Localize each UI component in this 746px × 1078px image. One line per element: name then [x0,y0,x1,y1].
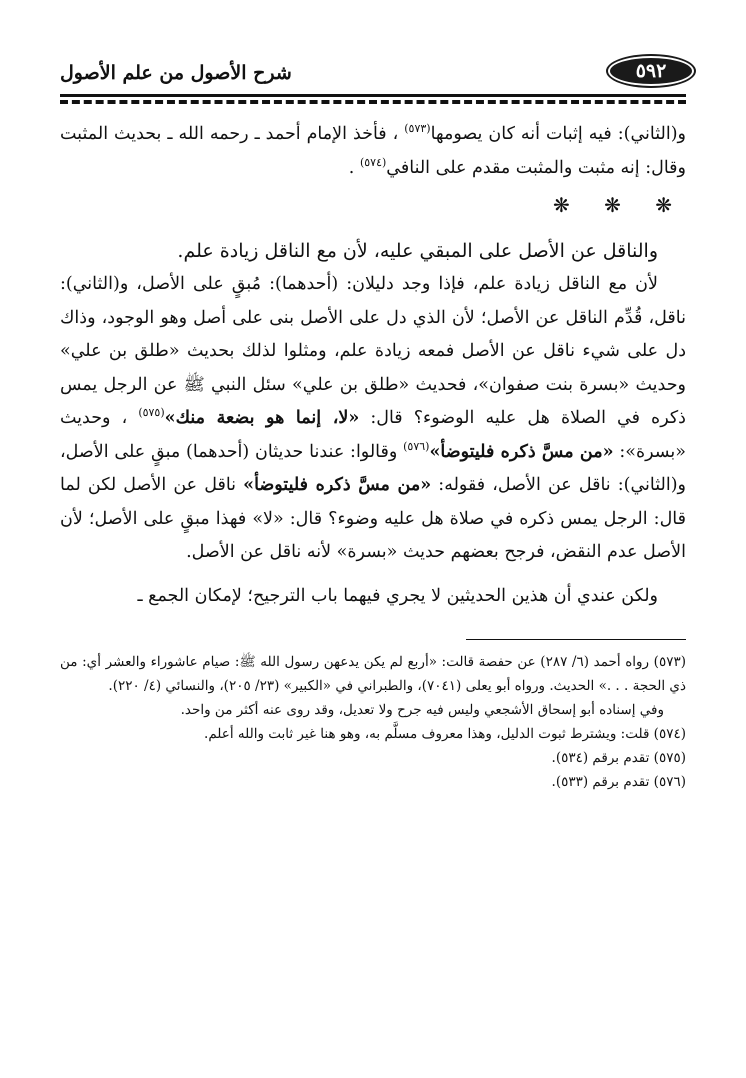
paragraph-2 [60,268,686,570]
footnote-separator [466,639,686,640]
footnote-ref-576[interactable]: (٥٧٦) [403,439,430,453]
header-rule-solid [60,94,686,97]
header-rule-dashed [60,100,686,104]
footnote-ref-573[interactable]: (٥٧٣) [404,122,431,136]
p2-text-b: ، وحديث «بسرة»: [60,408,686,462]
section-divider-stars: ❋ ❋ ❋ [553,193,686,217]
footnote-575: (٥٧٥) تقدم برقم (٥٣٤). [551,750,686,766]
book-page [60,54,686,794]
book-title: شرح الأصول من علم الأصول [60,62,292,84]
hadith-quote-1: «لا، إنما هو بضعة منك» [164,408,360,428]
page-number-badge: ٥٩٢ [608,56,694,86]
p2-text-a: لأن مع الناقل زيادة علم، فإذا وجد دليلان: (أحدهما): مُبقٍ على الأصل، و(الثاني): ناقل، قُدِّم الناقل عن الأصل؛ لأن الذي دل على الأصل بنى على أصل وهو الوجود، وذاك دل على شيء ناقل عن الأصل فمعه زيادة علم، ومثلوا لذلك بحديث «طلق بن علي» وحديث «بسرة بنت صفوان»، فحديث «طلق بن علي» سئل النبي ﷺ عن الرجل يمس ذكره في الصلاة هل عليه الوضوء؟ قال: [60,274,686,428]
footnote-ref-574[interactable]: (٥٧٤) [359,155,387,169]
footnote-ref-575[interactable]: (٥٧٥) [138,406,165,420]
p1-end: . [348,157,355,178]
footnote-573: (٥٧٣) رواه أحمد (٦/ ٢٨٧) عن حفصة قالت: «أربع لم يكن يدعهن رسول الله ﷺ: صيام عاشوراء والعشر أي: من ذي الحجة . . .» الحديث. ورواه أبو يعلى (٧٠٤١)، والطبراني في «الكبير» (٢٣/ ٢٠٥)، والنسائي (٤/ ٢٢٠). [60,654,686,694]
rule-statement: والناقل عن الأصل على المبقي عليه، لأن مع الناقل زيادة علم. [177,239,658,262]
footnote-573-note: وفي إسناده أبو إسحاق الأشجعي وليس فيه جرح ولا تعديل، وقد روى عنه أكثر من واحد. [180,702,664,718]
footnotes [60,650,686,794]
paragraph-3: ولكن عندي أن هذين الحديثين لا يجري فيهما باب الترجيح؛ لإمكان الجمع ـ [137,585,658,606]
paragraph-1 [60,118,686,185]
p2-text-d: ناقل عن الأصل لكن لما قال: الرجل يمس ذكره في صلاة هل عليه وضوء؟ قال: «لا» فهذا مبقٍ على الأصل؛ لأن الأصل عدم النقض، فرجح بعضهم حديث «بسرة» لأنه ناقل عن الأصل. [60,475,686,562]
page-header [60,54,686,92]
paragraph-gap [60,570,686,580]
footnote-574: (٥٧٤) قلت: ويشترط ثبوت الدليل، وهذا معروف مسلَّم به، وهو هنا غير ثابت والله أعلم. [204,726,686,742]
p2-text-c: وقالوا: عندنا حديثان (أحدهما) مبقٍ على الأصل، و(الثاني): ناقل عن الأصل، فقوله: [60,441,687,495]
hadith-quote-2: «من مسَّ ذكره فليتوضأ» [429,441,614,462]
p1-text-a: و(الثاني): فيه إثبات أنه كان يصومها [430,124,686,144]
p1-text-b: ، فأخذ الإمام أحمد ـ رحمه الله ـ [167,124,399,144]
main-text [60,118,686,613]
hadith-quote-3: «من مسَّ ذكره فليتوضأ» [243,475,432,495]
p1-text-c: بحديث المثبت وقال: إنه مثبت والمثبت مقدم على النافي [60,124,686,178]
footnote-576: (٥٧٦) تقدم برقم (٥٣٣). [551,774,686,790]
